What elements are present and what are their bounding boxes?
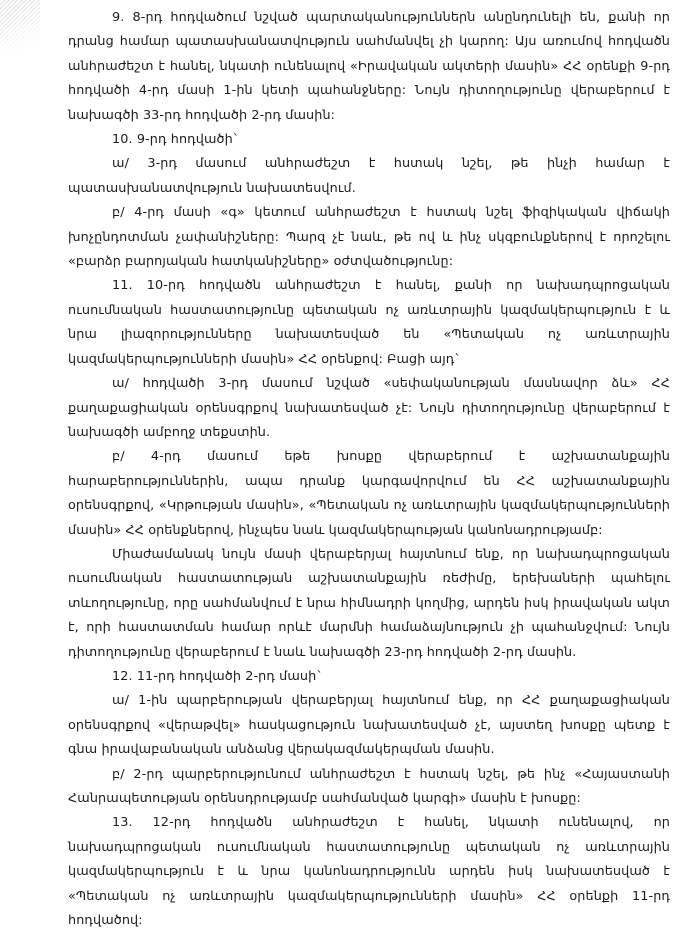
paragraph-11: 11. 10-րդ հոդվածն անհրաժեշտ է հանել, քանի որ նախադպրոցական ուսումնական հաստատությունը պետական ոչ առևտրային կազմակերպություն է և նրա լիազորությունները նախատեսված են «Պետական ոչ առևտրային կազմակերպությունների մասին» ՀՀ օրենքով: Բացի այդ` xyxy=(68,278,670,367)
paragraph-12-a: ա/ 1-ին պարբերության վերաբերյալ հայտնում ենք, որ ՀՀ քաղաքացիական օրենսգրքով «վերաթվել» հասկացություն նախատեսված չէ, այստեղ խոսքը պետք է գնա իրավաբանական անձանց վերակազմակերպման մասին. xyxy=(68,693,670,758)
paragraph-10-a: ա/ 3-րդ մասում անհրաժեշտ է հստակ նշել, թե ինչի համար է պատասխանատվություն նախատեսվում. xyxy=(68,156,670,196)
paragraph-10-b: բ/ 4-րդ մասի «գ» կետում անհրաժեշտ է հստակ նշել ֆիզիկական վիճակի խոչընդոտման չափանիշները: Պարզ չէ նաև, թե ով և ինչ սկզբունքներով է որոշելու «բարձր բարոյական հատկանիշները» օժտվածությունը: xyxy=(68,205,670,270)
document-page xyxy=(68,6,670,933)
paragraph-12-b: բ/ 2-րդ պարբերությունում անհրաժեշտ է հստակ նշել, թե ինչ «Հայաստանի Հանրապետության օրենսդրությամբ սահմանված կարգի» մասին է խոսքը: xyxy=(68,766,670,806)
paragraph-10-heading: 10. 9-րդ հոդվածի` xyxy=(112,132,240,148)
scan-corner-mark xyxy=(0,0,40,70)
paragraph-11-note: Միաժամանակ նույն մասի վերաբերյալ հայտնում ենք, որ նախադպրոցական ուսումնական հաստատության աշխատանքային ռեժիմը, երեխաների պահելու տևողությունը, որը սահմանվում է նրա հիմնադրի կողմից, արդեն իսկ իրավական ակտ է, որի հաստատման համար որևէ մարմնի համաձայնություն չի պահանջվում: Նույն դիտողությունը վերաբերում է նաև նախագծի 23-րդ հոդվածի 2-րդ մասին. xyxy=(68,546,670,660)
paragraph-11-a: ա/ հոդվածի 3-րդ մասում նշված «սեփականության մասնավոր ձև» ՀՀ քաղաքացիական օրենսգրքով նախատեսված չէ: Նույն դիտողությունը վերաբերում է նախագծի ամբողջ տեքստին. xyxy=(68,376,670,440)
paragraph-11-b: բ/ 4-րդ մասում եթե խոսքը վերաբերում է աշխատանքային հարաբերություններին, ապա դրանք կարգավորվում են ՀՀ աշխատանքային օրենսգրքով, «Կրթության մասին», «Պետական ոչ առևտրային կազմակերպությունների մասին» ՀՀ օրենքներով, ինչպես նաև կազմակերպության կանոնադրությամբ: xyxy=(68,449,670,538)
paragraph-13: 13. 12-րդ հոդվածն անհրաժեշտ է հանել, նկատի ունենալով, որ նախադպրոցական ուսումնական հաստատությունը պետական ոչ առևտրային կազմակերպություն է և նրա կանոնադրությունն արդեն իսկ նախատեսված է «Պետական ոչ առևտրային կազմակերպությունների մասին» ՀՀ օրենքի 11-րդ հոդվածով: xyxy=(68,815,670,929)
paragraph-12-heading: 12. 11-րդ հոդվածի 2-րդ մասի` xyxy=(112,668,323,684)
paragraph-9: 9. 8-րդ հոդվածում նշված պարտականություններն անընդունելի են, քանի որ դրանց համար պատասխանատվություն սահմանվել չի կարող: Այս առումով հոդվածն անհրաժեշտ է հանել, նկատի ունենալով «Իրավական ակտերի մասին» ՀՀ օրենքի 9-րդ հոդվածի 4-րդ մասի 1-ին կետի պահանջները: Նույն դիտողությունը վերաբերում է նախագծի 33-րդ հոդվածի 2-րդ մասին: xyxy=(68,10,670,123)
